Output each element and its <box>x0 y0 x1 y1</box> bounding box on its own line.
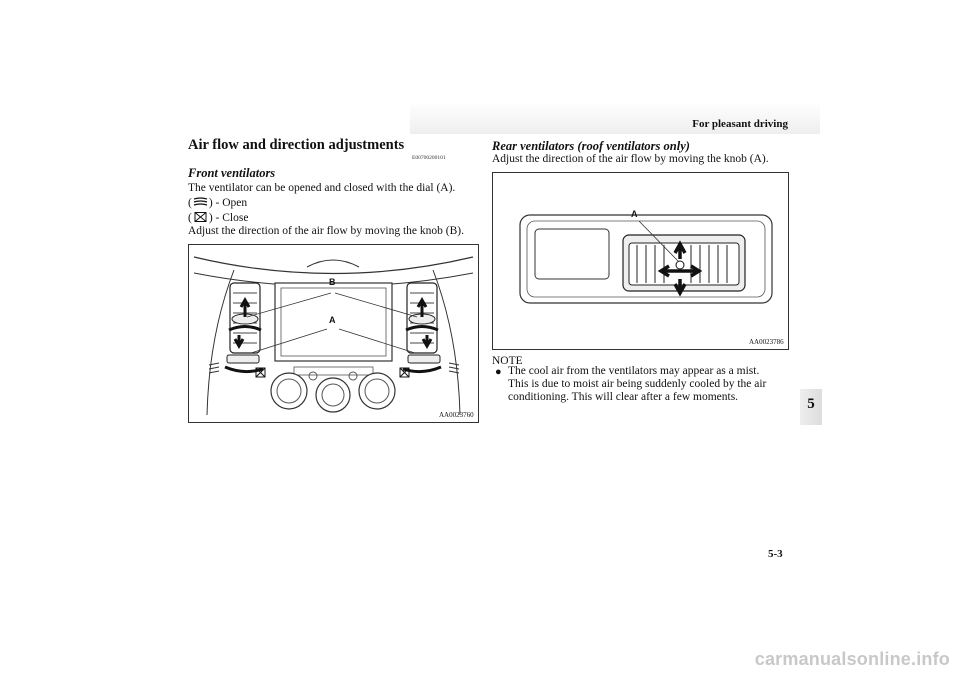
close-line <box>188 212 248 225</box>
note-bullet: ● <box>495 366 502 378</box>
section-code: E00700200101 <box>412 155 446 161</box>
close-suffix: ) - Close <box>208 212 249 224</box>
figure-code: AA0023760 <box>439 411 474 419</box>
note-line-2: This is due to moist air being suddenly cooled by the air <box>508 378 767 391</box>
figure-label-a: A <box>329 315 336 325</box>
note-line-3: conditioning. This will clear after a few moments. <box>508 391 739 404</box>
open-prefix: ( <box>188 197 192 209</box>
front-para-knob: Adjust the direction of the air flow by moving the knob (B). <box>188 225 464 237</box>
close-symbol-icon <box>193 212 208 222</box>
chapter-number: 5 <box>807 396 815 412</box>
close-prefix: ( <box>188 212 192 224</box>
note-line-1: The cool air from the ventilators may appear as a mist. <box>508 365 760 377</box>
rear-ventilators-figure <box>492 172 789 350</box>
front-para-dial: The ventilator can be opened and closed with the dial (A). <box>188 182 456 194</box>
page-heading: Air flow and direction adjustments <box>188 137 405 153</box>
rear-figure-label-a: A <box>631 209 638 219</box>
open-suffix: ) - Open <box>208 197 248 209</box>
open-line <box>188 197 247 210</box>
figure-label-b: B <box>329 277 336 287</box>
note-label: NOTE <box>492 355 523 367</box>
open-symbol-icon <box>193 197 208 207</box>
page-number: 5-3 <box>768 548 783 560</box>
watermark: carmanualsonline.info <box>754 649 950 669</box>
rear-para-knob: Adjust the direction of the air flow by moving the knob (A). <box>492 153 769 165</box>
rear-ventilators-heading: Rear ventilators (roof ventilators only) <box>492 139 690 153</box>
front-ventilators-figure <box>188 244 479 423</box>
section-title: For pleasant driving <box>692 118 788 130</box>
note-text <box>508 365 788 405</box>
rear-figure-code: AA0023786 <box>749 338 784 346</box>
rear-ventilators-illustration <box>493 173 788 349</box>
front-ventilators-heading: Front ventilators <box>188 166 276 180</box>
front-ventilators-illustration <box>189 245 478 422</box>
